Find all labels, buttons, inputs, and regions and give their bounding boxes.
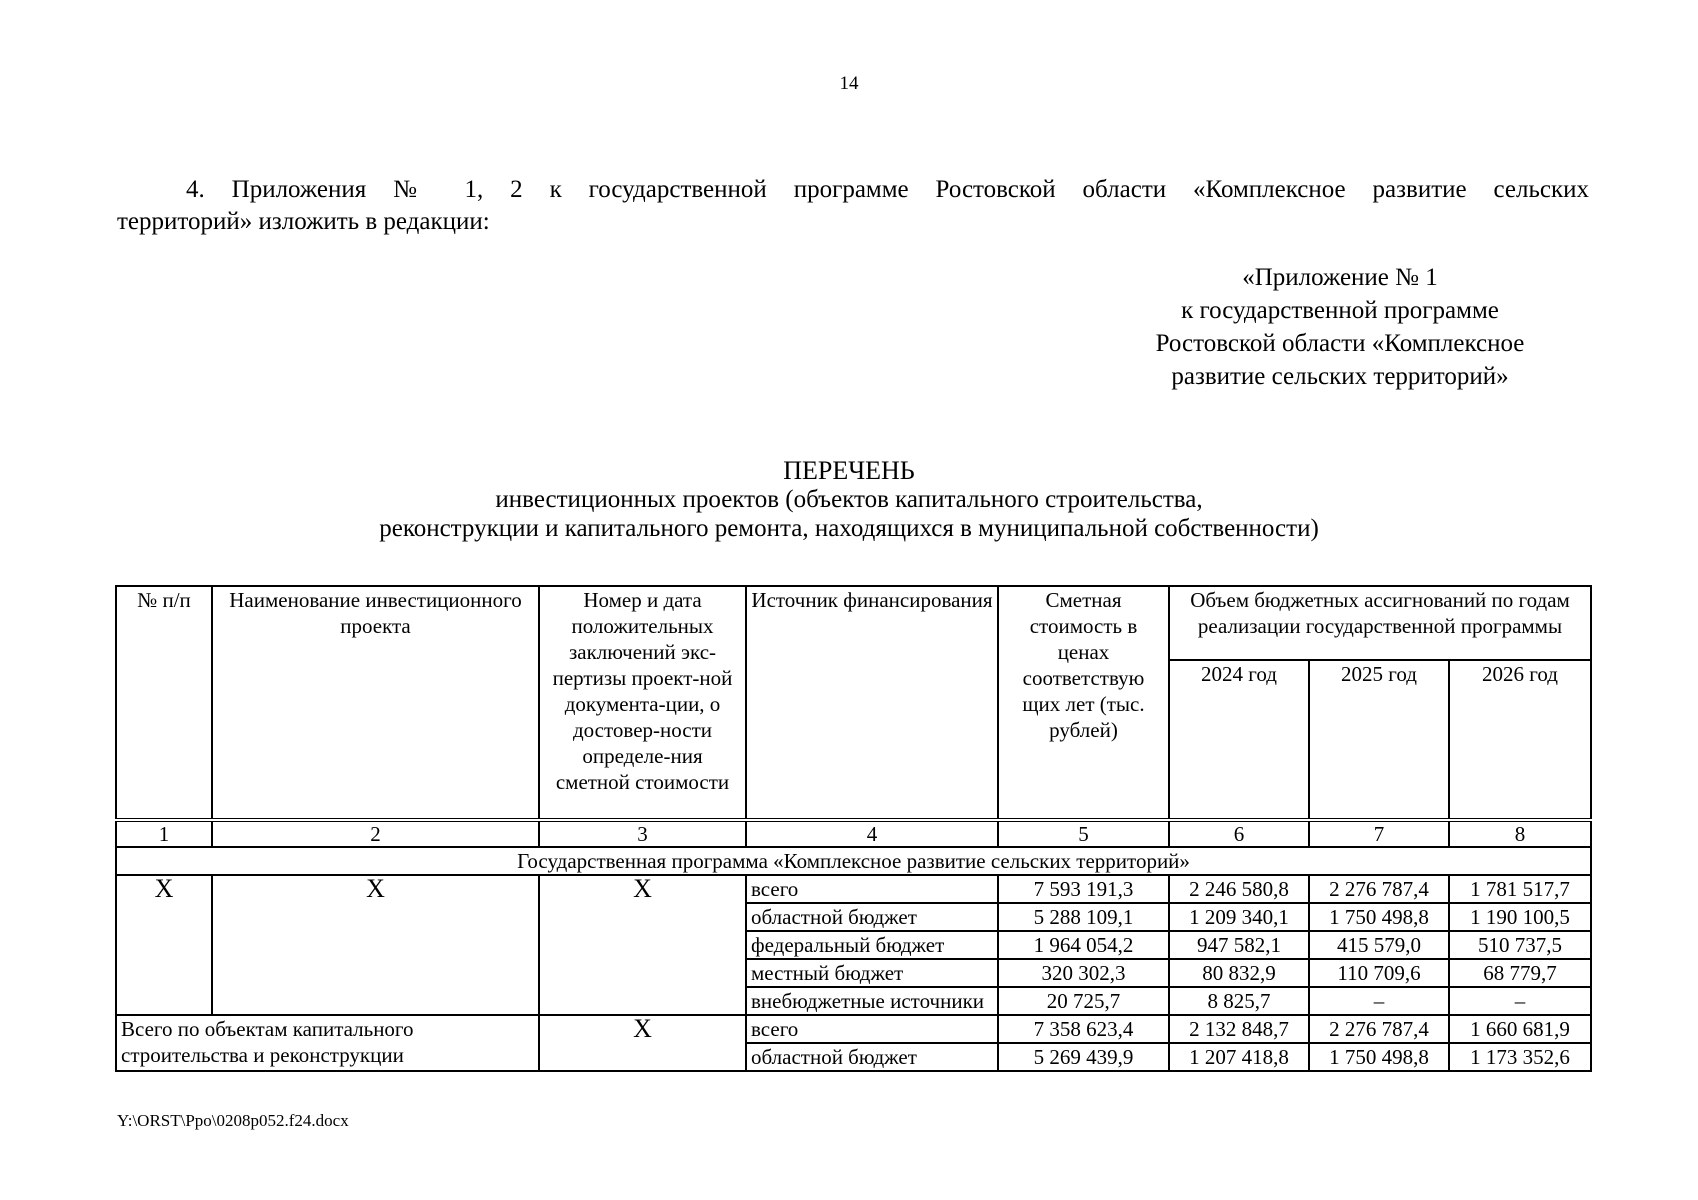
title-line-3: реконструкции и капитального ремонта, находящихся в муниципальной собственности) xyxy=(379,515,1319,542)
source-cell: внебюджетные источники xyxy=(746,987,998,1015)
value-2024: 947 582,1 xyxy=(1169,931,1309,959)
value-2024: 8 825,7 xyxy=(1169,987,1309,1015)
value-2024: 1 207 418,8 xyxy=(1169,1043,1309,1071)
group-label: Всего по объектам капитального строительства и реконструкции xyxy=(116,1015,539,1071)
col-number: 6 xyxy=(1169,820,1309,847)
value-2024: 80 832,9 xyxy=(1169,959,1309,987)
column-numbers-row xyxy=(116,820,1591,847)
col-number: 7 xyxy=(1309,820,1449,847)
appendix-caption xyxy=(1130,261,1550,393)
appendix-line-2: к государственной программе xyxy=(1181,297,1499,324)
value-2026: 1 173 352,6 xyxy=(1449,1043,1591,1071)
col-number: 4 xyxy=(746,820,998,847)
x-mark: Х xyxy=(212,875,539,1015)
source-cell: всего xyxy=(746,875,998,903)
cost-cell: 320 302,3 xyxy=(998,959,1169,987)
appendix-line-4: развитие сельских территорий» xyxy=(1171,363,1509,390)
value-2026: 1 660 681,9 xyxy=(1449,1015,1591,1043)
appendix-line-3: Ростовской области «Комплексное xyxy=(1155,330,1525,357)
intro-line-1: 4. Приложения № 1, 2 к государственной программе Ростовской области «Комплексное развитие сельских xyxy=(186,176,1589,203)
value-2026: 1 190 100,5 xyxy=(1449,903,1591,931)
value-2025: 1 750 498,8 xyxy=(1309,903,1449,931)
value-2026: 68 779,7 xyxy=(1449,959,1591,987)
header-2026: 2026 год xyxy=(1449,660,1591,820)
source-cell: федеральный бюджет xyxy=(746,931,998,959)
title-line-2: инвестиционных проектов (объектов капитального строительства, xyxy=(495,486,1203,513)
value-2026: – xyxy=(1449,987,1591,1015)
col-number: 2 xyxy=(212,820,539,847)
x-mark: Х xyxy=(539,875,746,1015)
value-2025: 1 750 498,8 xyxy=(1309,1043,1449,1071)
intro-line-2: территорий» изложить в редакции: xyxy=(117,208,490,235)
table-row xyxy=(116,875,1591,903)
col-number: 1 xyxy=(116,820,212,847)
x-mark: Х xyxy=(539,1015,746,1071)
value-2025: 415 579,0 xyxy=(1309,931,1449,959)
cost-cell: 7 358 623,4 xyxy=(998,1015,1169,1043)
cost-cell: 5 288 109,1 xyxy=(998,903,1169,931)
value-2025: 2 276 787,4 xyxy=(1309,1015,1449,1043)
cost-cell: 1 964 054,2 xyxy=(998,931,1169,959)
header-expertise: Номер и дата положительных заключений экс-пертизы проект-ной документа-ции, о достовер-ности определе-ния сметной стоимости xyxy=(539,586,746,820)
value-2026: 510 737,5 xyxy=(1449,931,1591,959)
cost-cell: 5 269 439,9 xyxy=(998,1043,1169,1071)
value-2024: 1 209 340,1 xyxy=(1169,903,1309,931)
col-number: 8 xyxy=(1449,820,1591,847)
source-cell: местный бюджет xyxy=(746,959,998,987)
value-2025: 110 709,6 xyxy=(1309,959,1449,987)
table-row xyxy=(116,1015,1591,1043)
source-cell: всего xyxy=(746,1015,998,1043)
header-cost: Сметная стоимость в ценах соответствую щих лет (тыс. рублей) xyxy=(998,586,1169,820)
header-2024: 2024 год xyxy=(1169,660,1309,820)
value-2025: 2 276 787,4 xyxy=(1309,875,1449,903)
appendix-line-1: «Приложение № 1 xyxy=(1242,264,1438,291)
source-cell: областной бюджет xyxy=(746,1043,998,1071)
intro-paragraph xyxy=(117,174,1589,238)
title-main: ПЕРЕЧЕНЬ xyxy=(783,456,915,485)
cost-cell: 20 725,7 xyxy=(998,987,1169,1015)
file-path-footer: Y:\ORST\Ppo\0208p052.f24.docx xyxy=(117,1111,349,1130)
header-source: Источник финансирования xyxy=(746,586,998,820)
document-title xyxy=(0,456,1698,543)
col-number: 3 xyxy=(539,820,746,847)
source-cell: областной бюджет xyxy=(746,903,998,931)
investment-projects-table xyxy=(115,585,1592,1072)
x-mark: Х xyxy=(116,875,212,1015)
program-name: Государственная программа «Комплексное развитие сельских территорий» xyxy=(116,847,1591,875)
header-num: № п/п xyxy=(116,586,212,820)
program-row xyxy=(116,847,1591,875)
value-2025: – xyxy=(1309,987,1449,1015)
value-2024: 2 132 848,7 xyxy=(1169,1015,1309,1043)
cost-cell: 7 593 191,3 xyxy=(998,875,1169,903)
header-name: Наименование инвестиционного проекта xyxy=(212,586,539,820)
header-volume: Объем бюджетных ассигнований по годам реализации государственной программы xyxy=(1169,586,1591,660)
value-2026: 1 781 517,7 xyxy=(1449,875,1591,903)
value-2024: 2 246 580,8 xyxy=(1169,875,1309,903)
page-number: 14 xyxy=(839,73,859,94)
col-number: 5 xyxy=(998,820,1169,847)
header-2025: 2025 год xyxy=(1309,660,1449,820)
